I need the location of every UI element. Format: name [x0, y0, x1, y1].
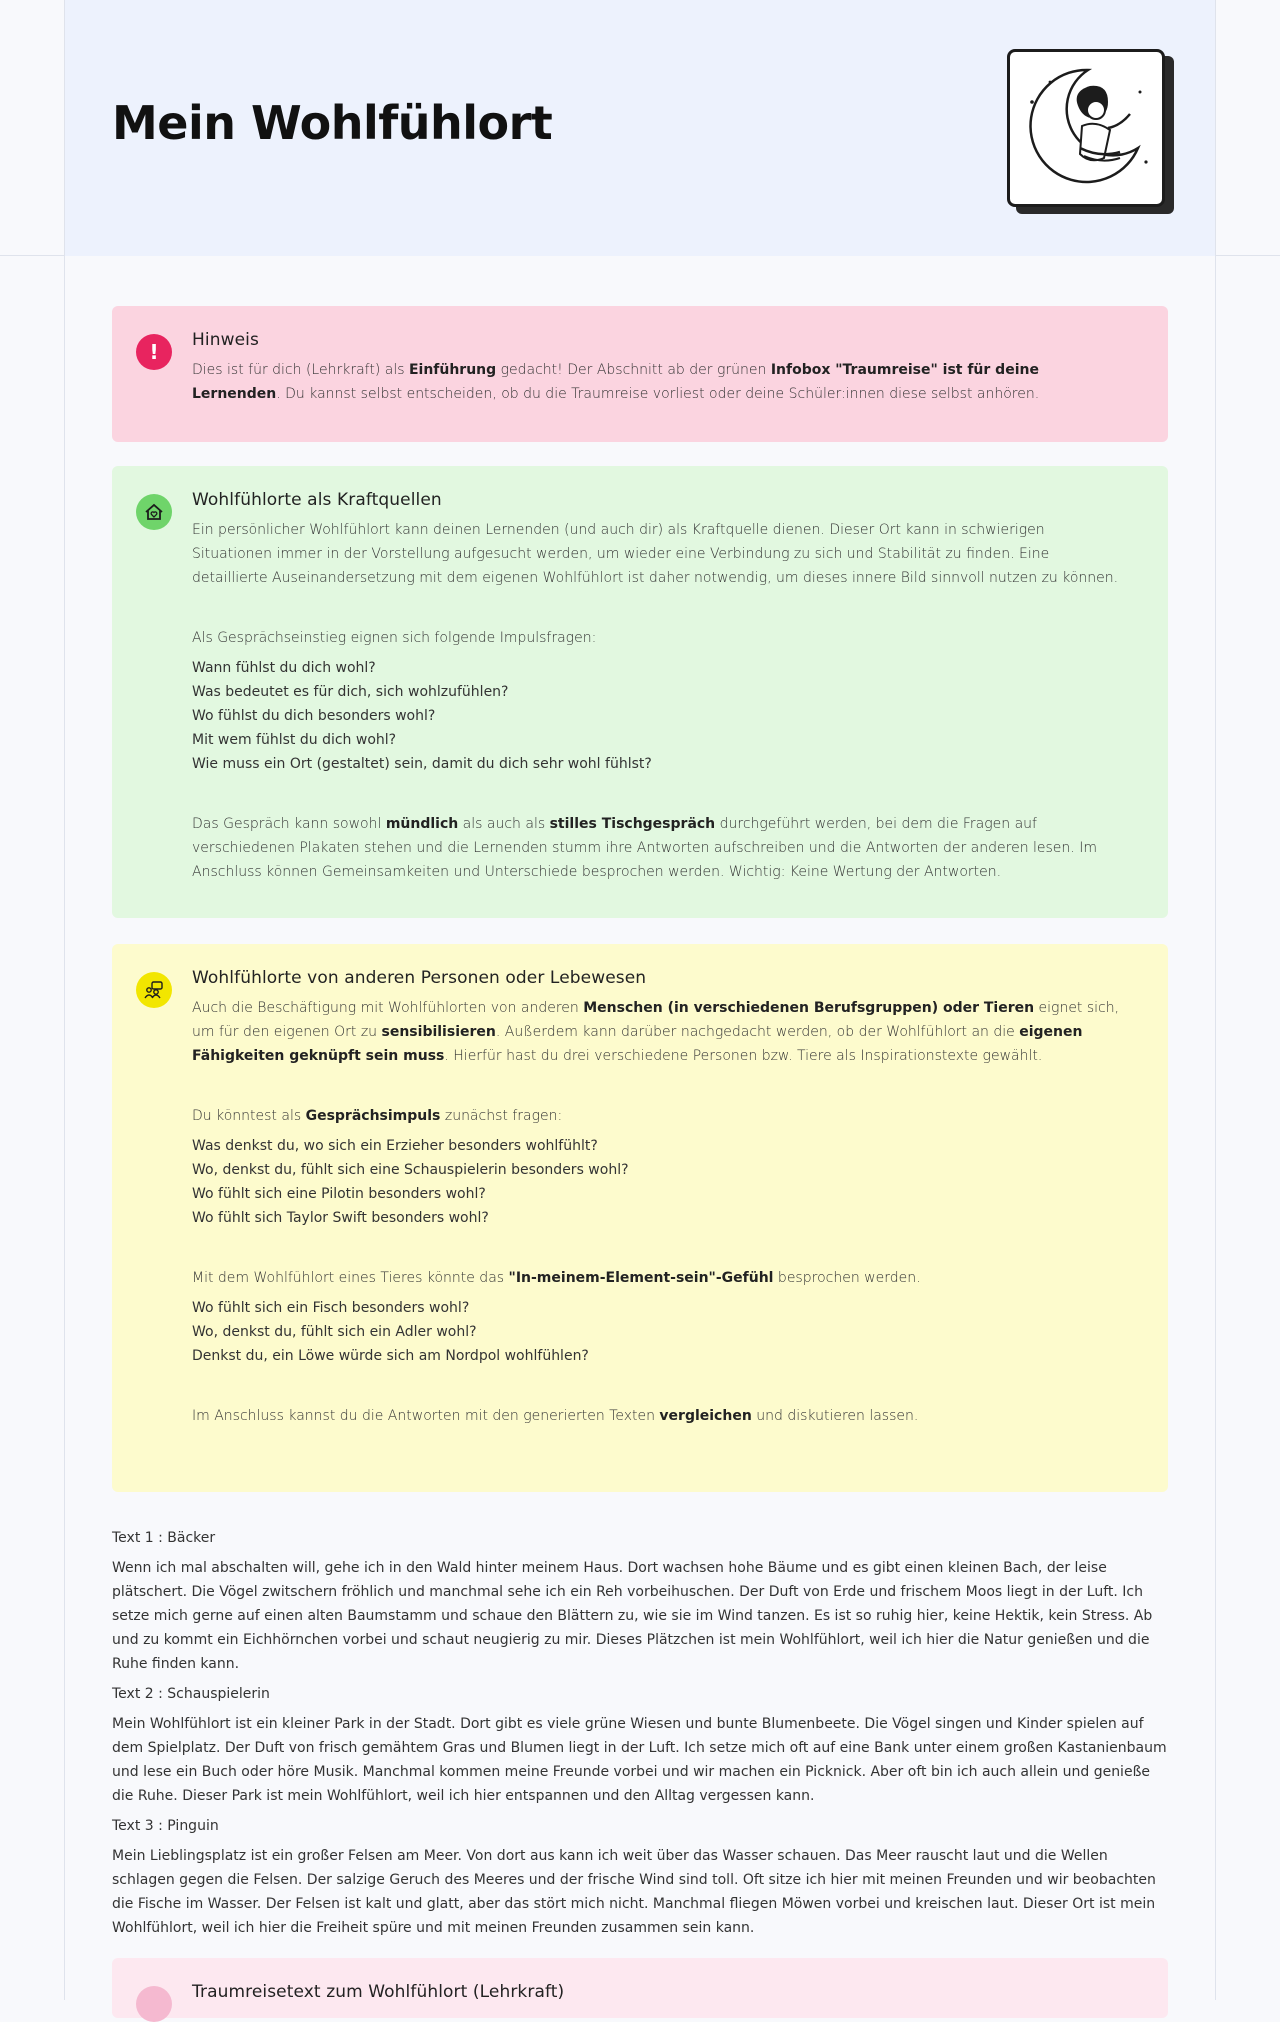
- personen-fragen-list: [192, 1134, 1128, 1230]
- hinweis-text: Dies ist für dich (Lehrkraft) als Einführung gedacht! Der Abschnitt ab der grünen Infobox "Traumreise" ist für deine Lernenden. Du kannst selbst entscheiden, ob du die Traumreise vorliest oder deine Schüler:innen diese selbst anhören.: [192, 362, 1040, 402]
- impulsfragen-list: [192, 656, 1128, 776]
- list-item: Wie muss ein Ort (gestaltet) sein, damit du dich sehr wohl fühlst?: [192, 756, 652, 772]
- vergleich-text: Im Anschluss kannst du die Antworten mit den generierten Texten vergleichen und diskutieren lassen.: [192, 1408, 919, 1424]
- text-label: Text 2 : Schauspielerin: [112, 1686, 270, 1702]
- moon-girl-illustration: [1007, 49, 1165, 207]
- hinweis-box: [112, 306, 1168, 442]
- andere-title: Wohlfühlorte von anderen Personen oder Lebewesen: [192, 968, 647, 988]
- impulsfragen-intro: Als Gesprächseinstieg eignen sich folgende Impulsfragen:: [192, 630, 597, 646]
- list-item: Wo fühlt sich ein Fisch besonders wohl?: [192, 1300, 470, 1316]
- gespraech-text: Das Gespräch kann sowohl mündlich als auch als stilles Tischgespräch durchgeführt werden, bei dem die Fragen auf verschiedenen Plakaten stehen und die Lernenden stumm ihre Antworten aufschreiben und die Antworten der anderen lesen. Im Anschluss können Gemeinsamkeiten und Unterschiede besprochen werden. Wichtig: Keine Wertung der Antworten.: [192, 816, 1097, 880]
- list-item: Wo fühlt sich eine Pilotin besonders wohl?: [192, 1186, 486, 1202]
- text-body: Mein Lieblingsplatz ist ein großer Felsen am Meer. Von dort aus kann ich weit über das Wasser schauen. Das Meer rauscht laut und die Wellen schlagen gegen die Felsen. Der salzige Geruch des Meeres und der frische Wind sind toll. Oft sitze ich hier mit meinen Freunden und wir beobachten die Fische im Wasser. Der Felsen ist kalt und glatt, aber das stört mich nicht. Manchmal fliegen Möwen vorbei und kreischen laut. Dieser Ort ist mein Wohlfühlort, weil ich hier die Freiheit spüre und mit meinen Freunden zusammen sein kann.: [112, 1848, 1156, 1936]
- hinweis-title: Hinweis: [192, 330, 259, 350]
- alert-icon: !: [136, 334, 172, 370]
- list-item: Wann fühlst du dich wohl?: [192, 660, 376, 676]
- list-item: Was denkst du, wo sich ein Erzieher besonders wohlfühlt?: [192, 1138, 598, 1154]
- list-item: Wo, denkst du, fühlt sich eine Schauspielerin besonders wohl?: [192, 1162, 629, 1178]
- kraftquellen-box: [112, 466, 1168, 918]
- list-item: Was bedeutet es für dich, sich wohlzufühlen?: [192, 684, 509, 700]
- text-label: Text 3 : Pinguin: [112, 1818, 219, 1834]
- cloud-icon: [136, 1986, 172, 2022]
- list-item: Denkst du, ein Löwe würde sich am Nordpol wohlfühlen?: [192, 1348, 589, 1364]
- traumreise-title: Traumreisetext zum Wohlfühlort (Lehrkraft): [192, 1982, 565, 2002]
- andere-intro: Auch die Beschäftigung mit Wohlfühlorten von anderen Menschen (in verschiedenen Berufsgruppen) oder Tieren eignet sich, um für den eigenen Ort zu sensibilisieren. Außerdem kann darüber nachgedacht werden, ob der Wohlfühlort an die eigenen Fähigkeiten geknüpft sein muss. Hierfür hast du drei verschiedene Personen bzw. Tiere als Inspirationstexte gewählt.: [192, 1000, 1120, 1064]
- text-body: Wenn ich mal abschalten will, gehe ich in den Wald hinter meinem Haus. Dort wachsen hohe Bäume und es gibt einen kleinen Bach, der leise plätschert. Die Vögel zwitschern fröhlich und manchmal sehe ich ein Reh vorbeihuschen. Der Duft von Erde und frischem Moos liegt in der Luft. Ich setze mich gerne auf einen alten Baumstamm und schaue den Blättern zu, wie sie im Wind tanzen. Es ist so ruhig hier, keine Hektik, kein Stress. Ab und zu kommt ein Eichhörnchen vorbei und schaut neugierig zu mir. Dieses Plätzchen ist mein Wohlfühlort, weil ich hier die Natur genießen und die Ruhe finden kann.: [112, 1560, 1153, 1672]
- list-item: Wo fühlst du dich besonders wohl?: [192, 708, 436, 724]
- andere-personen-box: [112, 944, 1168, 1492]
- inspiration-texts: [112, 1520, 1168, 1940]
- text-label: Text 1 : Bäcker: [112, 1530, 216, 1546]
- tier-intro: Mit dem Wohlfühlort eines Tieres könnte das "In-meinem-Element-sein"-Gefühl besprochen werden.: [192, 1270, 921, 1286]
- tier-fragen-list: [192, 1296, 1128, 1368]
- gespraechsimpuls-intro: Du könntest als Gesprächsimpuls zunächst fragen:: [192, 1108, 563, 1124]
- kraftquellen-title: Wohlfühlorte als Kraftquellen: [192, 490, 442, 510]
- moon-girl-icon: [1010, 52, 1162, 204]
- house-heart-icon: [136, 494, 172, 530]
- kraftquellen-intro: Ein persönlicher Wohlfühlort kann deinen Lernenden (und auch dir) als Kraftquelle dienen. Dieser Ort kann in schwierigen Situationen immer in der Vorstellung aufgesucht werden, um wieder eine Verbindung zu sich und Stabilität zu finden. Eine detaillierte Auseinandersetzung mit dem eigenen Wohlfühlort ist daher notwendig, um dieses innere Bild sinnvoll nutzen zu können.: [192, 522, 1119, 586]
- list-item: Wo, denkst du, fühlt sich ein Adler wohl?: [192, 1324, 477, 1340]
- traumreise-box: [112, 1958, 1168, 2018]
- text-body: Mein Wohlfühlort ist ein kleiner Park in der Stadt. Dort gibt es viele grüne Wiesen und bunte Blumenbeete. Die Vögel singen und Kinder spielen auf dem Spielplatz. Der Duft von frisch gemähtem Gras und Blumen liegt in der Luft. Ich setze mich oft auf eine Bank unter einem großen Kastanienbaum und lese ein Buch oder höre Musik. Manchmal kommen meine Freunde vorbei und wir machen ein Picknick. Aber oft bin ich auch allein und genieße die Ruhe. Dieser Park ist mein Wohlfühlort, weil ich hier entspannen und den Alltag vergessen kann.: [112, 1716, 1167, 1804]
- people-speech-icon: [136, 972, 172, 1008]
- page-title: Mein Wohlfühlort: [112, 96, 553, 150]
- list-item: Wo fühlt sich Taylor Swift besonders wohl?: [192, 1210, 489, 1226]
- list-item: Mit wem fühlst du dich wohl?: [192, 732, 397, 748]
